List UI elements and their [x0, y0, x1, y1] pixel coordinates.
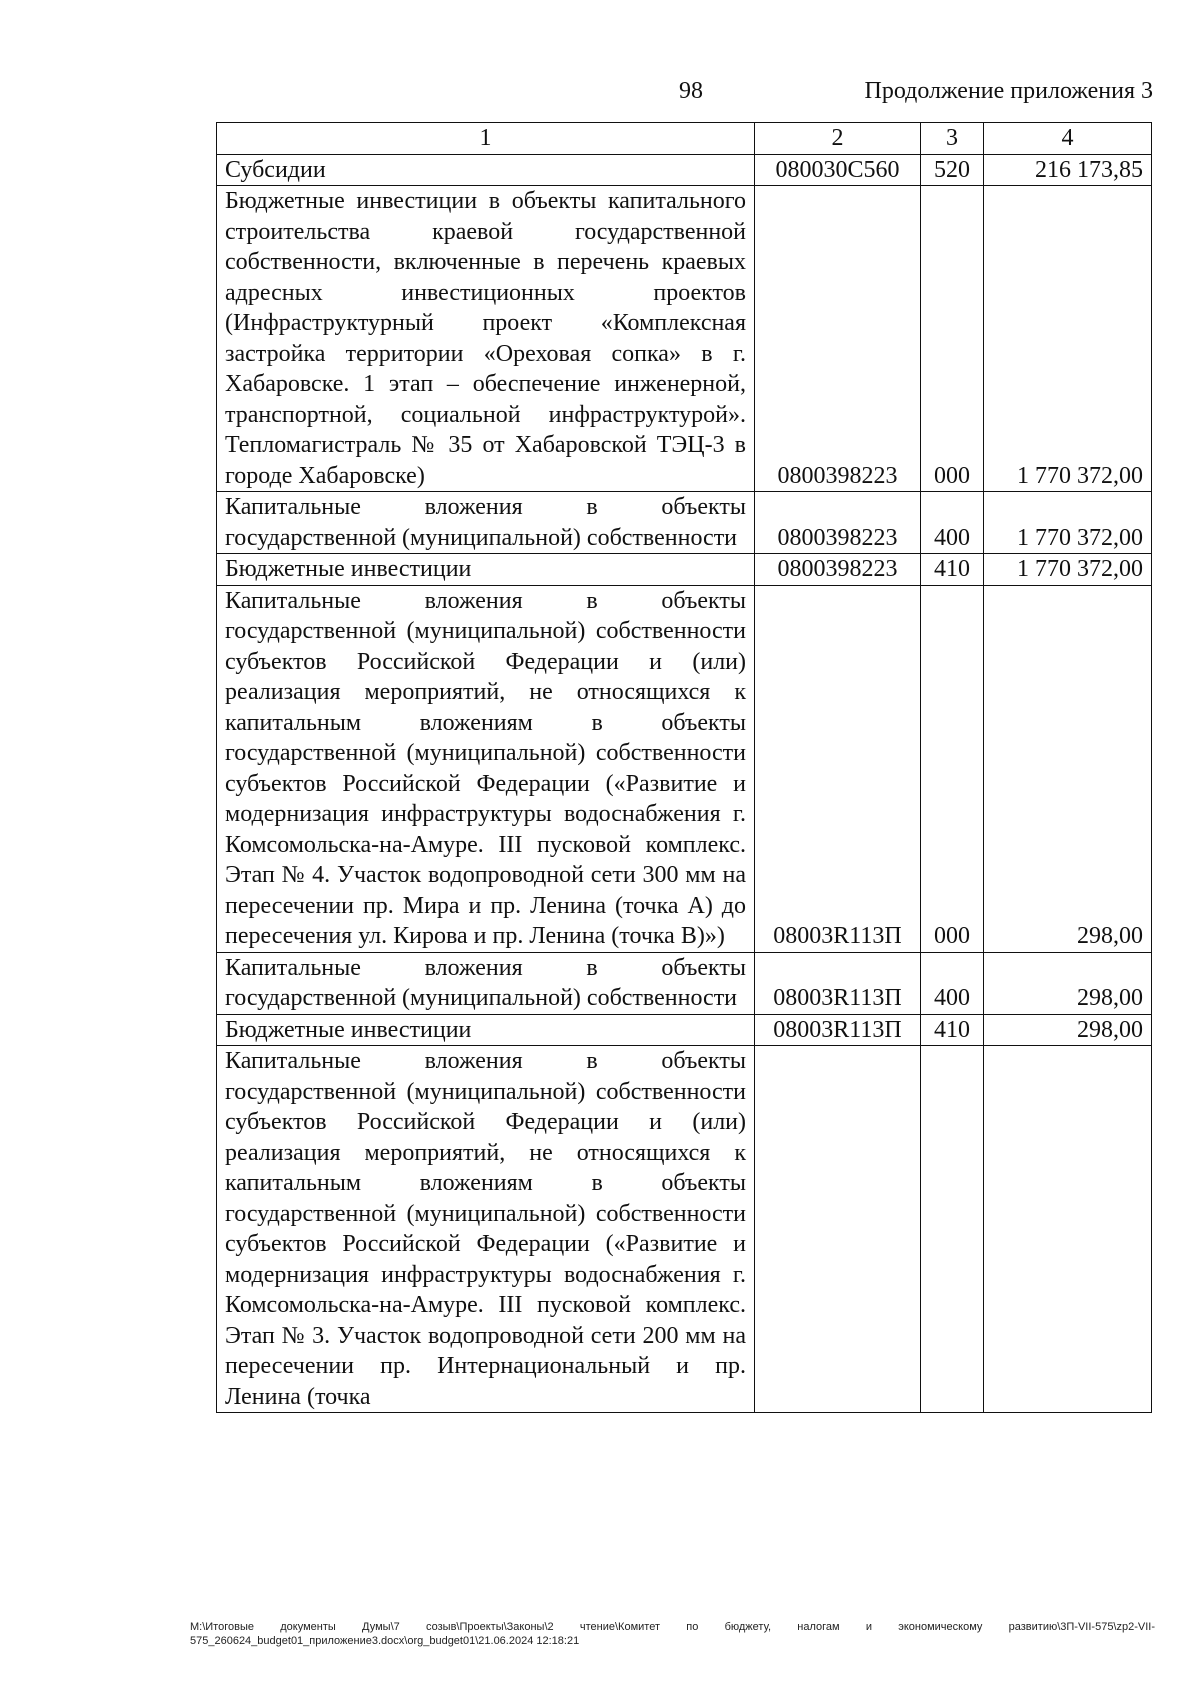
row-amount: 298,00: [984, 1014, 1152, 1046]
table-row: [217, 1014, 1152, 1046]
row-expense-kind: 410: [921, 1014, 984, 1046]
row-description: Капитальные вложения в объекты государственной (муниципальной) собственности субъектов Российской Федерации и (или) реализация мероприятий, не относящихся к капитальным вложениям в объекты государственной (муниципальной) собственности субъектов Российской Федерации («Развитие и модернизация инфраструктуры водоснабжения г. Комсомольска-на-Амуре. III пусковой комплекс. Этап № 3. Участок водопроводной сети 200 мм на пересечении пр. Интернациональный и пр. Ленина (точка: [217, 1046, 755, 1413]
table-row: [217, 554, 1152, 586]
row-expense-kind: 410: [921, 554, 984, 586]
table-row: [217, 492, 1152, 554]
continuation-title: Продолжение приложения 3: [864, 78, 1153, 104]
row-description: Капитальные вложения в объекты государственной (муниципальной) собственности: [217, 492, 755, 554]
row-description: Бюджетные инвестиции: [217, 554, 755, 586]
row-target-code: 0800398223: [755, 554, 921, 586]
row-amount: 216 173,85: [984, 154, 1152, 186]
row-amount: 1 770 372,00: [984, 186, 1152, 492]
row-expense-kind: 400: [921, 492, 984, 554]
row-description: Субсидии: [217, 154, 755, 186]
column-number: 1: [217, 123, 755, 155]
column-number: 3: [921, 123, 984, 155]
table-header-row: [217, 123, 1152, 155]
table-row: [217, 585, 1152, 952]
row-target-code: [755, 1046, 921, 1413]
row-description: Бюджетные инвестиции в объекты капитального строительства краевой государственной собственности, включенные в перечень краевых адресных инвестиционных проектов (Инфраструктурный проект «Комплексная застройка территории «Ореховая сопка» в г. Хабаровске. 1 этап – обеспечение инженерной, транспортной, социальной инфраструктурой». Тепломагистраль № 35 от Хабаровской ТЭЦ-3 в городе Хабаровске): [217, 186, 755, 492]
table-row: [217, 186, 1152, 492]
row-amount: [984, 1046, 1152, 1413]
column-number: 4: [984, 123, 1152, 155]
table-row: [217, 154, 1152, 186]
table-row: [217, 1046, 1152, 1413]
row-expense-kind: 520: [921, 154, 984, 186]
table-row: [217, 952, 1152, 1014]
budget-table: [216, 122, 1152, 1413]
row-amount: 298,00: [984, 585, 1152, 952]
column-number: 2: [755, 123, 921, 155]
row-target-code: 08003R113П: [755, 952, 921, 1014]
row-description: Капитальные вложения в объекты государственной (муниципальной) собственности субъектов Российской Федерации и (или) реализация мероприятий, не относящихся к капитальным вложениям в объекты государственной (муниципальной) собственности субъектов Российской Федерации («Развитие и модернизация инфраструктуры водоснабжения г. Комсомольска-на-Амуре. III пусковой комплекс. Этап № 4. Участок водопроводной сети 300 мм на пересечении пр. Мира и пр. Ленина (точка А) до пересечения ул. Кирова и пр. Ленина (точка В)»): [217, 585, 755, 952]
row-target-code: 0800398223: [755, 186, 921, 492]
row-expense-kind: 000: [921, 585, 984, 952]
row-amount: 298,00: [984, 952, 1152, 1014]
row-target-code: 08003R113П: [755, 585, 921, 952]
row-expense-kind: 400: [921, 952, 984, 1014]
row-expense-kind: [921, 1046, 984, 1413]
row-target-code: 080030С560: [755, 154, 921, 186]
file-path-footer: M:\Итоговые документы Думы\7 созыв\Проекты\Законы\2 чтение\Комитет по бюджету, налогам и экономическому развитию\3П-VII-575\zp2-VII-575_260624_budget01_приложение3.docx\org_budget01\21.06.2024 12:18:21: [190, 1621, 1155, 1647]
row-amount: 1 770 372,00: [984, 492, 1152, 554]
page-number: 98: [679, 78, 703, 104]
row-expense-kind: 000: [921, 186, 984, 492]
row-target-code: 08003R113П: [755, 1014, 921, 1046]
row-description: Бюджетные инвестиции: [217, 1014, 755, 1046]
row-target-code: 0800398223: [755, 492, 921, 554]
row-amount: 1 770 372,00: [984, 554, 1152, 586]
row-description: Капитальные вложения в объекты государственной (муниципальной) собственности: [217, 952, 755, 1014]
